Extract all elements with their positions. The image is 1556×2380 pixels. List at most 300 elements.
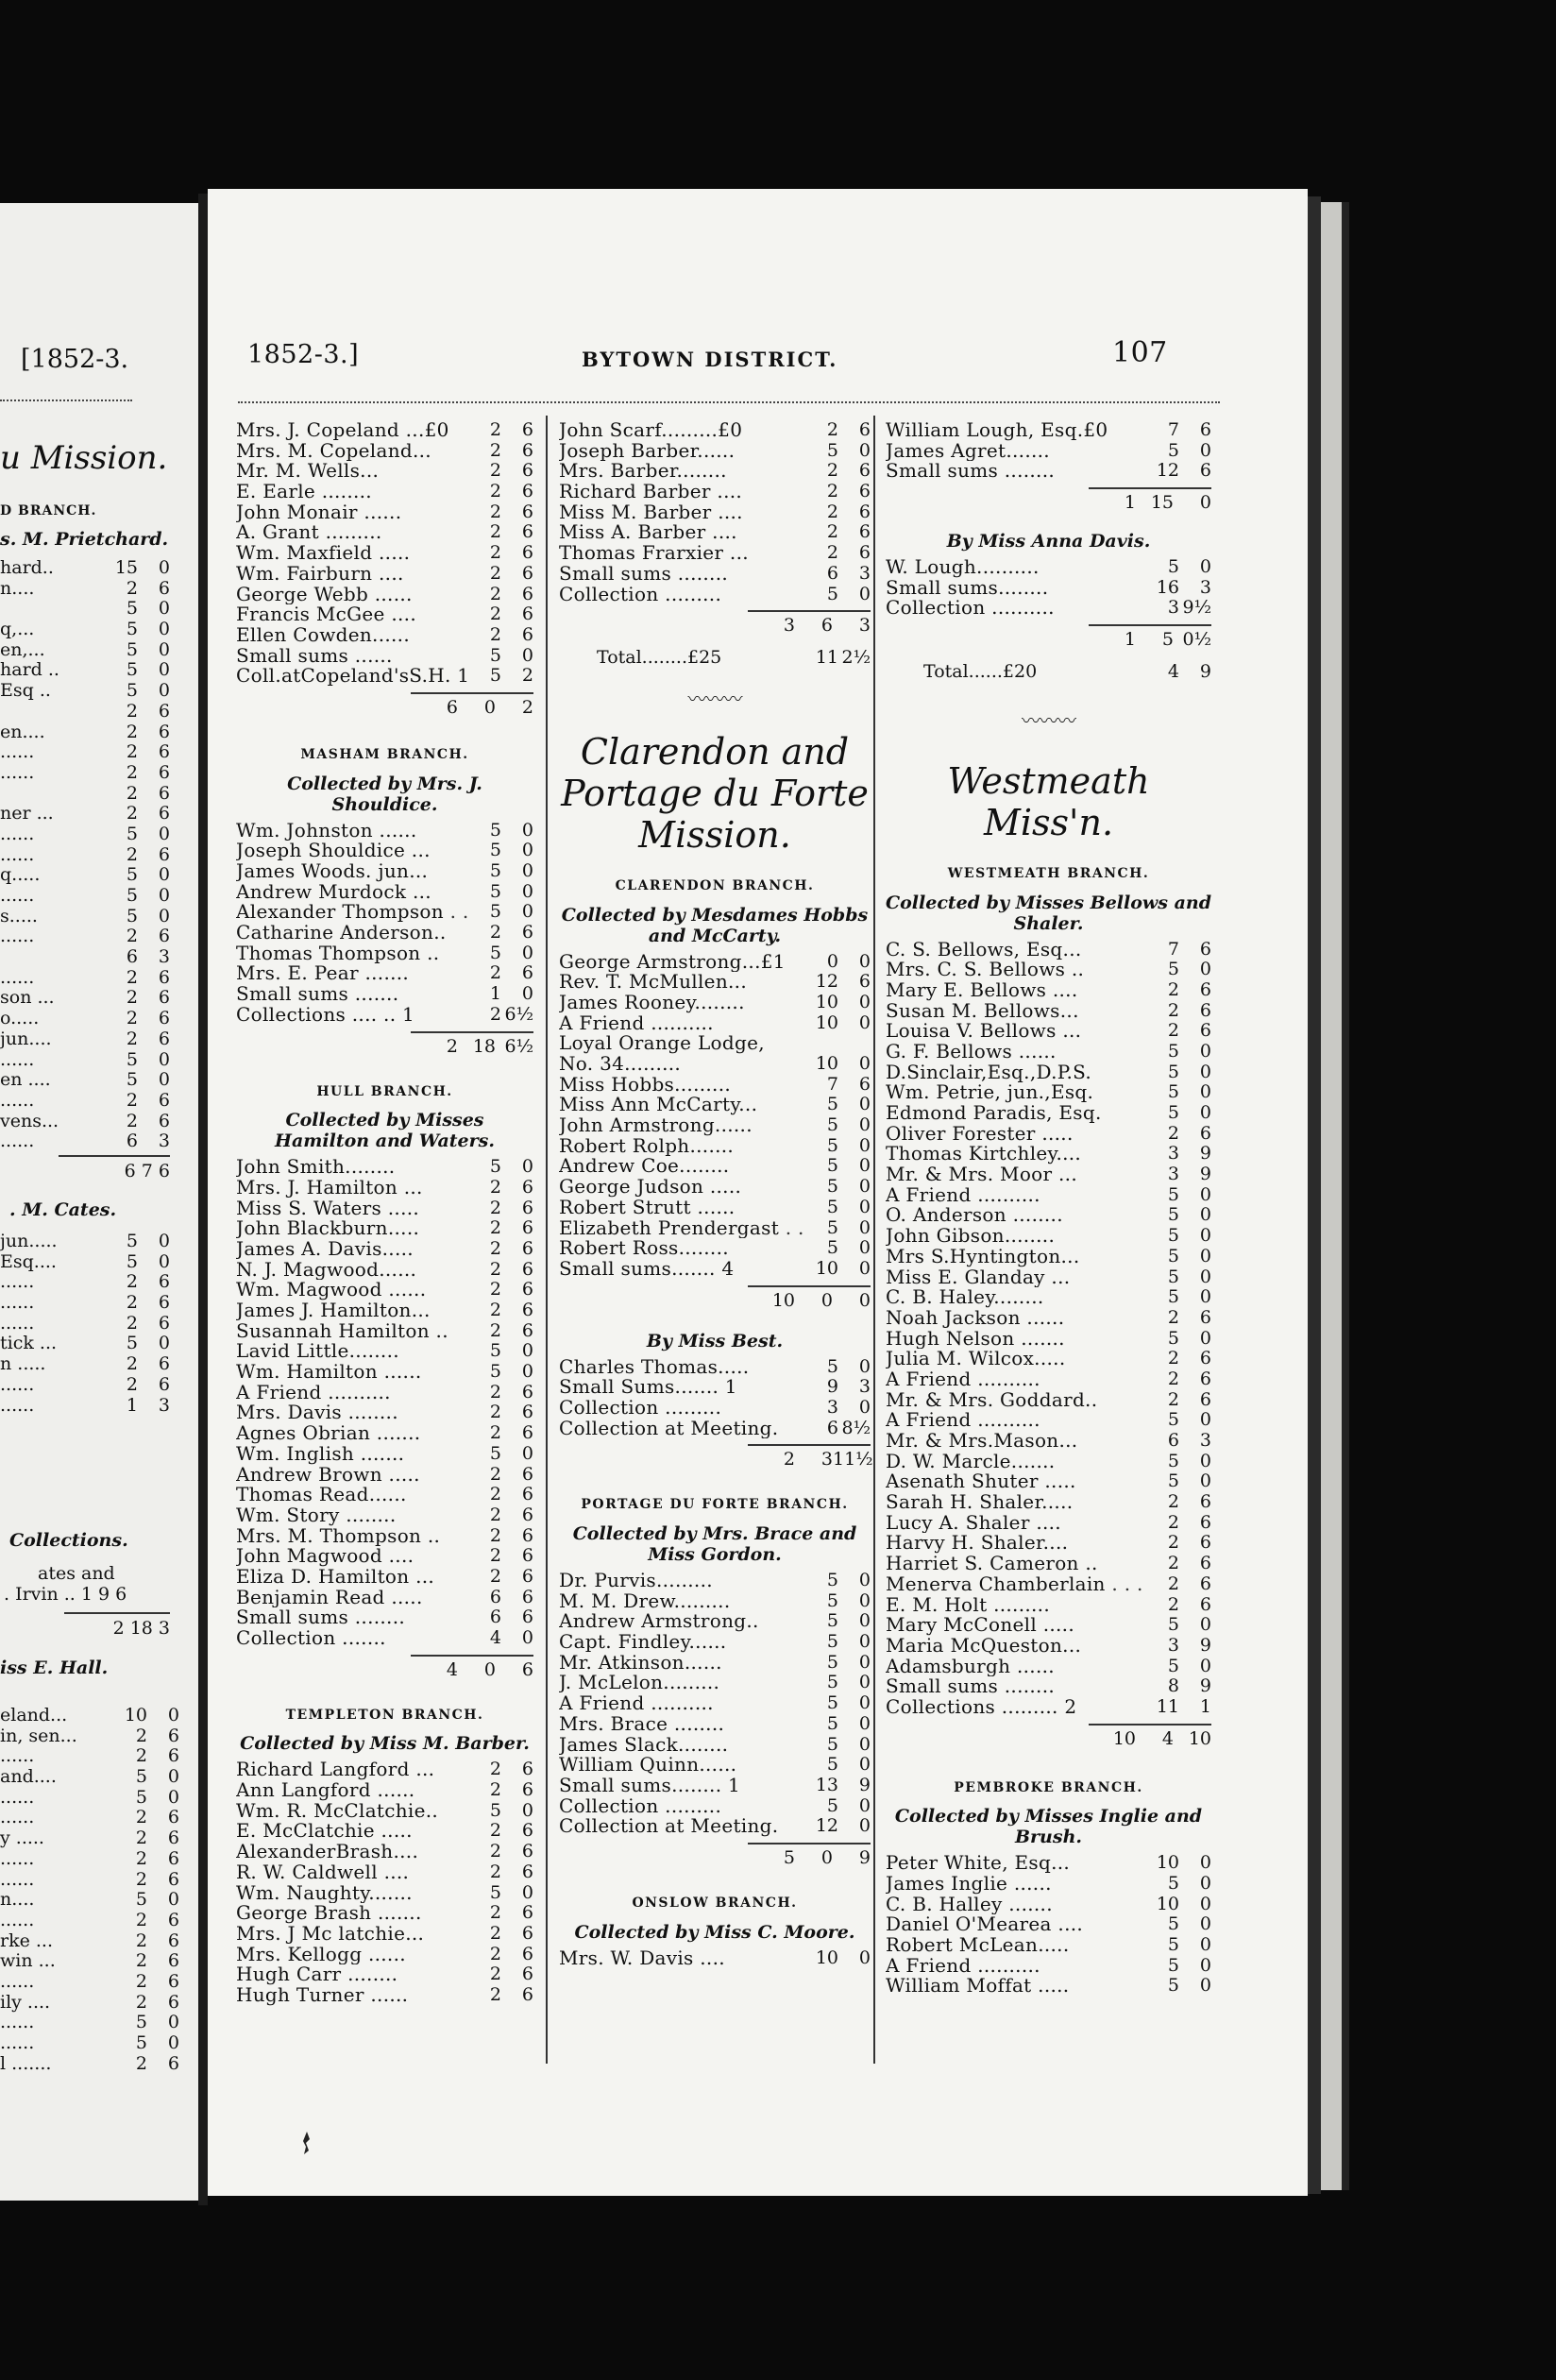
amount-pence: 3 xyxy=(1199,1430,1211,1452)
clarendon-mission-title: Clarendon and Portage du Forte Mission. xyxy=(561,730,869,856)
ledger-row xyxy=(236,1567,533,1588)
left-pence: 6 xyxy=(158,1110,170,1131)
ledger-row xyxy=(886,1021,1211,1042)
amount-shillings: 2 xyxy=(489,439,501,461)
clarendon-collector: Collected by Mesdames Hobbs and McCarty. xyxy=(561,904,869,946)
ledger-row xyxy=(559,1198,871,1218)
amount-shillings: 6 xyxy=(1167,1430,1179,1452)
amount-pence: 6 xyxy=(1199,1306,1211,1328)
left-pence: 0 xyxy=(158,557,170,578)
amount-pence: 6 xyxy=(1199,1511,1211,1533)
donor-name: Wm. Naughty....... xyxy=(236,1882,413,1904)
left-ledger-row xyxy=(0,1111,170,1131)
amount-pence: 0 xyxy=(858,1794,871,1816)
left-pence: 0 xyxy=(167,1766,179,1788)
amount-shillings: 2 xyxy=(1167,999,1179,1021)
amount-pence: 6 xyxy=(521,922,533,944)
amount-shillings: 2 xyxy=(489,542,501,564)
amount-pence: 0 xyxy=(521,1340,533,1362)
left-ledger-row xyxy=(0,1313,170,1334)
left-shillings: 5 xyxy=(126,638,138,660)
ledger-row xyxy=(886,1390,1211,1411)
amount-pence: 6 xyxy=(858,501,871,522)
left-collector-3: iss E. Hall. xyxy=(0,1658,109,1678)
donor-name: George Armstrong...£1 xyxy=(559,951,786,973)
onslow-list xyxy=(559,1948,871,1969)
donor-name: Thomas Kirtchley.... xyxy=(886,1144,1082,1165)
donor-name: Miss A. Barber .... xyxy=(559,522,737,544)
ledger-row xyxy=(236,1546,533,1567)
ledger-row xyxy=(886,1895,1211,1915)
donor-name: M. M. Drew......... xyxy=(559,1590,731,1612)
donor-name: Louisa V. Bellows ... xyxy=(886,1021,1082,1042)
left-shillings: 2 xyxy=(126,1292,138,1314)
left-pence: 6 xyxy=(167,1847,179,1869)
amount-shillings: 5 xyxy=(826,1733,838,1755)
donor-name: James Rooney........ xyxy=(559,992,745,1013)
left-pence: 6 xyxy=(158,1353,170,1375)
ledger-row xyxy=(886,960,1211,980)
donor-name: Collection at Meeting. xyxy=(559,1418,779,1439)
amount-shillings: 2 xyxy=(489,1279,501,1300)
amount-shillings: 10 xyxy=(815,991,838,1012)
left-ledger-row xyxy=(0,1395,170,1416)
book-gutter xyxy=(198,194,208,2205)
donor-name: Eliza D. Hamilton ... xyxy=(236,1566,435,1588)
donor-name: Andrew Armstrong.. xyxy=(559,1611,759,1633)
amount-shillings: 2 xyxy=(1167,1306,1179,1328)
amount-shillings: 5 xyxy=(1167,1266,1179,1287)
left-donor-fragment: n ..... xyxy=(0,1353,46,1375)
amount-pence: 6 xyxy=(521,521,533,543)
amount-shillings: 2 xyxy=(489,1300,501,1321)
left-pence: 0 xyxy=(158,1250,170,1272)
donor-name: Richard Barber .... xyxy=(559,482,743,502)
left-shillings: 5 xyxy=(126,885,138,906)
amount-pence: 6 xyxy=(521,1545,533,1567)
amount-shillings: 5 xyxy=(1167,1913,1179,1935)
left-header-rule xyxy=(0,400,132,405)
amount-shillings: 2 xyxy=(489,419,501,440)
ledger-row xyxy=(886,1471,1211,1492)
left-pence: 6 xyxy=(158,721,170,742)
ledger-row xyxy=(236,1300,533,1321)
amount-shillings: 2 xyxy=(489,1381,501,1402)
amount-shillings: 2 xyxy=(1167,1511,1179,1533)
amount-shillings: 2 xyxy=(489,1983,501,2005)
amount-pence: 0 xyxy=(1199,1614,1211,1636)
amount-pence: 0 xyxy=(858,1053,871,1075)
donor-name: Charles Thomas..... xyxy=(559,1356,750,1378)
amount-shillings: 2 xyxy=(1167,1491,1179,1513)
amount-pence: 6 xyxy=(521,439,533,461)
donor-name: N. J. Magwood...... xyxy=(236,1259,417,1281)
donor-name: George Judson ..... xyxy=(559,1177,742,1198)
left-ledger-row xyxy=(0,1889,179,1910)
donor-name: John Magwood .... xyxy=(236,1546,414,1567)
donor-name: Robert McLean..... xyxy=(886,1935,1070,1956)
amount-pence: 0 xyxy=(1199,1934,1211,1956)
donor-name: Mr. M. Wells... xyxy=(236,461,380,483)
ledger-row xyxy=(559,1054,871,1075)
amount-pence: 6 xyxy=(858,419,871,440)
ledger-row xyxy=(236,1821,533,1842)
donor-name: John Armstrong...... xyxy=(559,1115,753,1136)
amount-pence: 0 xyxy=(858,1733,871,1755)
total-pounds: 5 xyxy=(783,1846,795,1868)
left-shillings: 2 xyxy=(135,1745,147,1767)
amount-shillings: 2 xyxy=(489,1402,501,1423)
amount-pence: 0 xyxy=(1199,1245,1211,1266)
column-2 xyxy=(559,420,871,1968)
donor-name: Mrs. M. Thompson .. xyxy=(236,1525,441,1547)
amount-pence: 0 xyxy=(521,1156,533,1178)
left-ledger-row xyxy=(0,946,170,967)
amount-shillings: 5 xyxy=(1167,1061,1179,1082)
donor-name: Mr. & Mrs.Mason... xyxy=(886,1431,1078,1452)
total-pounds: 1 xyxy=(1124,492,1136,514)
onslow-branch-title: ONSLOW BRANCH. xyxy=(632,1895,798,1911)
donor-name: Mrs. C. S. Bellows .. xyxy=(886,960,1085,980)
total-pence: 2 xyxy=(521,696,533,718)
amount-shillings: 6 xyxy=(826,562,838,584)
left-pence: 0 xyxy=(158,680,170,702)
ledger-row xyxy=(236,902,533,923)
left-pence: 6 xyxy=(158,1028,170,1049)
amount-shillings: 5 xyxy=(826,1651,838,1673)
amount-pence: 6 xyxy=(521,1237,533,1259)
amount-shillings: 16 xyxy=(1156,576,1179,598)
masham-list xyxy=(236,821,533,1026)
left-shillings: 2 xyxy=(126,926,138,947)
left-shillings: 2 xyxy=(126,741,138,763)
left-donor-fragment: ...... xyxy=(0,761,35,783)
left-ledger-row xyxy=(0,741,170,762)
amount-pence: 6 xyxy=(1199,1122,1211,1144)
ledger-row xyxy=(236,1862,533,1883)
left-total-values: 6 7 6 xyxy=(124,1161,170,1182)
donor-name: Mr. Atkinson...... xyxy=(559,1652,722,1674)
amount-pence: 0 xyxy=(521,901,533,923)
left-shillings: 2 xyxy=(135,1950,147,1972)
left-pence: 0 xyxy=(158,659,170,681)
left-pence: 6 xyxy=(158,1373,170,1395)
amount-shillings: 5 xyxy=(1167,1409,1179,1431)
donor-name: Wm. Inglish ....... xyxy=(236,1443,405,1465)
donor-name: E. McClatchie ..... xyxy=(236,1821,413,1843)
westmeath-list xyxy=(886,940,1211,1718)
amount-shillings: 10 xyxy=(1156,1852,1179,1874)
donor-name: Julia M. Wilcox..... xyxy=(886,1349,1066,1369)
donor-name: A Friend .......... xyxy=(236,1382,391,1403)
left-ledger-row xyxy=(0,762,170,783)
left-donor-fragment: en,... xyxy=(0,638,45,660)
amount-pence: 0 xyxy=(1199,1450,1211,1471)
left-shillings: 6 xyxy=(126,1130,138,1152)
donor-name: Ellen Cowden...... xyxy=(236,624,410,646)
left-ledger-row xyxy=(0,1333,170,1353)
ledger-row xyxy=(886,1615,1211,1636)
donor-name: Thomas Frarxier ... xyxy=(559,543,749,564)
left-ledger-row xyxy=(0,783,170,804)
ledger-row xyxy=(559,1115,871,1136)
total-pence: 0½ xyxy=(1182,629,1211,651)
donor-name: Collection .......... xyxy=(886,598,1055,620)
donor-name: Agnes Obrian ....... xyxy=(236,1423,421,1444)
amount-shillings: 2 xyxy=(1167,1122,1179,1144)
left-shillings: 5 xyxy=(126,1250,138,1272)
amount-pence: 0 xyxy=(521,1799,533,1821)
amount-shillings: 2 xyxy=(489,1258,501,1280)
donor-name: D.Sinclair,Esq.,D.P.S. xyxy=(886,1062,1092,1083)
donor-name: Lucy A. Shaler .... xyxy=(886,1512,1061,1534)
ledger-row xyxy=(886,1697,1211,1718)
left-shillings: 2 xyxy=(135,2052,147,2074)
amount-shillings: 6 xyxy=(826,1417,838,1438)
ledger-row xyxy=(236,1883,533,1904)
left-donor-fragment: ...... xyxy=(0,1373,35,1395)
left-donor-fragment: ...... xyxy=(0,1048,35,1070)
donor-name: No. 34......... xyxy=(559,1054,682,1075)
total-shillings: 0 xyxy=(820,1289,833,1311)
amount-shillings: 2 xyxy=(1167,1368,1179,1389)
ledger-row xyxy=(886,1431,1211,1452)
left-pence: 0 xyxy=(158,905,170,926)
left-donor-fragment: s..... xyxy=(0,905,38,926)
donor-name: C. S. Bellows, Esq... xyxy=(886,939,1082,960)
donor-name: J. McLelon......... xyxy=(559,1673,720,1694)
left-donor-fragment: ...... xyxy=(0,1292,35,1314)
left-pence: 6 xyxy=(158,926,170,947)
donor-name: Richard Langford ... xyxy=(236,1760,435,1781)
left-shillings: 2 xyxy=(135,1807,147,1828)
donor-name: Lavid Little........ xyxy=(236,1341,399,1363)
left-pence: 6 xyxy=(158,1089,170,1111)
amount-shillings: 2 xyxy=(826,481,838,502)
left-pence: 0 xyxy=(158,823,170,844)
left-shillings: 5 xyxy=(126,619,138,640)
left-shillings: 2 xyxy=(126,1089,138,1111)
left-shillings: 5 xyxy=(126,864,138,886)
amount-pence: 6 xyxy=(521,1841,533,1862)
left-donor-fragment: ...... xyxy=(0,1089,35,1111)
donor-name: Small Sums....... 1 xyxy=(559,1377,737,1398)
amount-shillings: 2 xyxy=(489,1504,501,1525)
amount-pence: 6 xyxy=(1199,1553,1211,1574)
left-pence: 6 xyxy=(167,1930,179,1951)
ledger-row xyxy=(559,1238,871,1259)
ledger-row xyxy=(236,1218,533,1239)
total-pounds: 6 xyxy=(446,696,458,718)
donor-name: Francis McGee .... xyxy=(236,604,416,625)
amount-pence: 6 xyxy=(521,481,533,502)
clarendon-list xyxy=(559,952,871,1280)
total-pounds: 1 xyxy=(1124,629,1136,651)
ledger-row xyxy=(886,1287,1211,1308)
masham-collector: Collected by Mrs. J. Shouldice. xyxy=(287,773,482,815)
donor-name: Mrs. E. Pear ....... xyxy=(236,963,410,985)
donor-name: Susannah Hamilton .. xyxy=(236,1320,448,1342)
ledger-row xyxy=(559,1075,871,1096)
donor-name: Andrew Brown ..... xyxy=(236,1464,420,1486)
donor-name: Daniel O'Mearea .... xyxy=(886,1914,1084,1936)
left-collections-line-2: . Irvin .. 1 9 6 xyxy=(4,1584,127,1605)
left-ledger-row xyxy=(0,2032,179,2053)
amount-shillings: 5 xyxy=(826,1155,838,1177)
left-donor-fragment: ily .... xyxy=(0,1991,51,2013)
left-donor-fragment: ...... xyxy=(0,1271,35,1293)
donor-name: Sarah H. Shaler..... xyxy=(886,1492,1074,1513)
amount-pence: 0 xyxy=(521,1627,533,1649)
donor-name: Small sums ...... xyxy=(236,645,393,667)
ledger-row xyxy=(236,861,533,882)
amount-pence: 6 xyxy=(521,1402,533,1423)
amount-shillings: 2 xyxy=(489,1902,501,1924)
clarendon-branch-title: CLARENDON BRANCH. xyxy=(615,877,815,893)
left-collections-line-1: ates and xyxy=(38,1563,115,1584)
left-total-1 xyxy=(59,1155,170,1182)
ledger-row xyxy=(886,1308,1211,1329)
scarf-list xyxy=(559,420,871,604)
ledger-row xyxy=(886,940,1211,960)
amount-shillings: 5 xyxy=(1167,439,1179,461)
onslow-collector: Collected by Miss C. Moore. xyxy=(574,1921,855,1943)
left-donor-fragment: ...... xyxy=(0,1847,35,1869)
ledger-row xyxy=(886,420,1211,441)
donor-name: Thomas Read...... xyxy=(236,1485,407,1505)
left-pence: 6 xyxy=(167,1828,179,1849)
ledger-row xyxy=(236,1280,533,1300)
donor-name: Benjamin Read ..... xyxy=(236,1587,423,1608)
ledger-row xyxy=(886,1492,1211,1513)
amount-pence: 0 xyxy=(1199,439,1211,461)
donor-name: Capt. Findley...... xyxy=(559,1632,727,1653)
donor-name: C. B. Halley ....... xyxy=(886,1894,1053,1915)
amount-shillings: 5 xyxy=(1167,1934,1179,1956)
amount-shillings: 3 xyxy=(1167,597,1179,619)
amount-pence: 0 xyxy=(521,983,533,1005)
left-pence: 6 xyxy=(158,782,170,804)
ledger-row xyxy=(886,1329,1211,1350)
left-donor-fragment: Esq.... xyxy=(0,1250,57,1272)
amount-shillings: 2 xyxy=(489,604,501,625)
left-pence: 3 xyxy=(158,1130,170,1152)
amount-pence: 6 xyxy=(521,1484,533,1505)
donor-name: James Woods. jun... xyxy=(236,861,429,882)
amount-pence: 0 xyxy=(521,1881,533,1903)
ledger-row xyxy=(236,1964,533,1985)
donor-name: Mrs. Barber........ xyxy=(559,461,727,483)
ledger-row xyxy=(236,1402,533,1423)
amount-pence: 6 xyxy=(521,1300,533,1321)
donor-name: Mr. & Mrs. Goddard.. xyxy=(886,1389,1098,1411)
amount-shillings: 5 xyxy=(826,1094,838,1115)
amount-shillings: 2 xyxy=(1167,1020,1179,1042)
ledger-row xyxy=(236,1588,533,1608)
amount-shillings: 2 xyxy=(489,562,501,584)
donor-name: Andrew Coe........ xyxy=(559,1156,730,1178)
amount-pence: 0 xyxy=(858,1396,871,1418)
amount-shillings: 5 xyxy=(1167,1614,1179,1636)
ledger-row xyxy=(886,1001,1211,1022)
amount-pence: 6 xyxy=(1199,1491,1211,1513)
ledger-row xyxy=(886,1124,1211,1145)
donor-name: Catharine Anderson.. xyxy=(236,923,447,944)
left-pence: 6 xyxy=(167,1970,179,1992)
amount-pence: 6 xyxy=(521,1943,533,1964)
left-pence: 6 xyxy=(158,987,170,1009)
amount-shillings: 2 xyxy=(489,962,501,984)
donor-name: Small sums ........ xyxy=(559,563,729,585)
amount-pence: 6 xyxy=(858,460,871,482)
westmeath-collector: Collected by Misses Bellows and Shaler. xyxy=(886,892,1211,934)
ledger-row xyxy=(236,1341,533,1362)
donor-name: Ann Langford ...... xyxy=(236,1780,415,1801)
left-pence: 3 xyxy=(158,1394,170,1416)
ledger-row xyxy=(236,1260,533,1281)
amount-pence: 6 xyxy=(521,1779,533,1801)
amount-shillings: 2 xyxy=(489,1943,501,1964)
left-donor-fragment: win ... xyxy=(0,1950,56,1972)
ledger-row xyxy=(559,1653,871,1674)
ledger-row xyxy=(886,1935,1211,1956)
ledger-row xyxy=(236,1607,533,1628)
total-shillings: 18 xyxy=(472,1035,496,1057)
ledger-row xyxy=(236,1760,533,1780)
amount-shillings: 5 xyxy=(1167,1245,1179,1266)
ledger-row xyxy=(236,1505,533,1526)
ledger-row xyxy=(559,1755,871,1776)
templeton-list xyxy=(236,1760,533,2005)
left-donor-fragment: ...... xyxy=(0,1807,35,1828)
left-pence: 0 xyxy=(167,1889,179,1911)
amount-pence: 6 xyxy=(521,562,533,584)
left-ledger-row xyxy=(0,1705,179,1726)
left-ledger-row xyxy=(0,844,170,865)
amount-pence: 0 xyxy=(858,1134,871,1156)
amount-shillings: 5 xyxy=(1167,1286,1179,1308)
donor-name: Rev. T. McMullen... xyxy=(559,972,747,993)
amount-pence: 0 xyxy=(521,1442,533,1464)
amount-shillings: 5 xyxy=(489,644,501,666)
donor-name: Collection ......... xyxy=(559,584,722,605)
left-shillings: 2 xyxy=(135,1909,147,1930)
amount-shillings: 2 xyxy=(826,419,838,440)
amount-shillings: 8 xyxy=(1167,1675,1179,1697)
amount-pence: 2 xyxy=(521,665,533,687)
left-shillings: 2 xyxy=(126,803,138,824)
donor-name: Wm. Magwood ...... xyxy=(236,1280,427,1301)
left-shillings: 2 xyxy=(126,987,138,1009)
amount-shillings: 2 xyxy=(489,623,501,645)
ledger-row xyxy=(886,1574,1211,1595)
column-rule-2 xyxy=(873,416,875,2064)
amount-shillings: 5 xyxy=(489,880,501,902)
amount-shillings: 5 xyxy=(826,1610,838,1632)
ledger-row xyxy=(559,1776,871,1796)
left-ledger-row xyxy=(0,2012,179,2032)
amount-shillings: 5 xyxy=(489,840,501,861)
left-ledger-row xyxy=(0,639,170,660)
ledger-row xyxy=(236,1903,533,1924)
amount-pence: 6 xyxy=(521,1586,533,1607)
left-ledger-row xyxy=(0,1807,179,1828)
amount-shillings: 2 xyxy=(489,481,501,502)
ledger-row xyxy=(236,461,533,482)
amount-pence: 0 xyxy=(521,860,533,882)
amount-pence: 6 xyxy=(521,1504,533,1525)
amount-shillings: 2 xyxy=(826,460,838,482)
